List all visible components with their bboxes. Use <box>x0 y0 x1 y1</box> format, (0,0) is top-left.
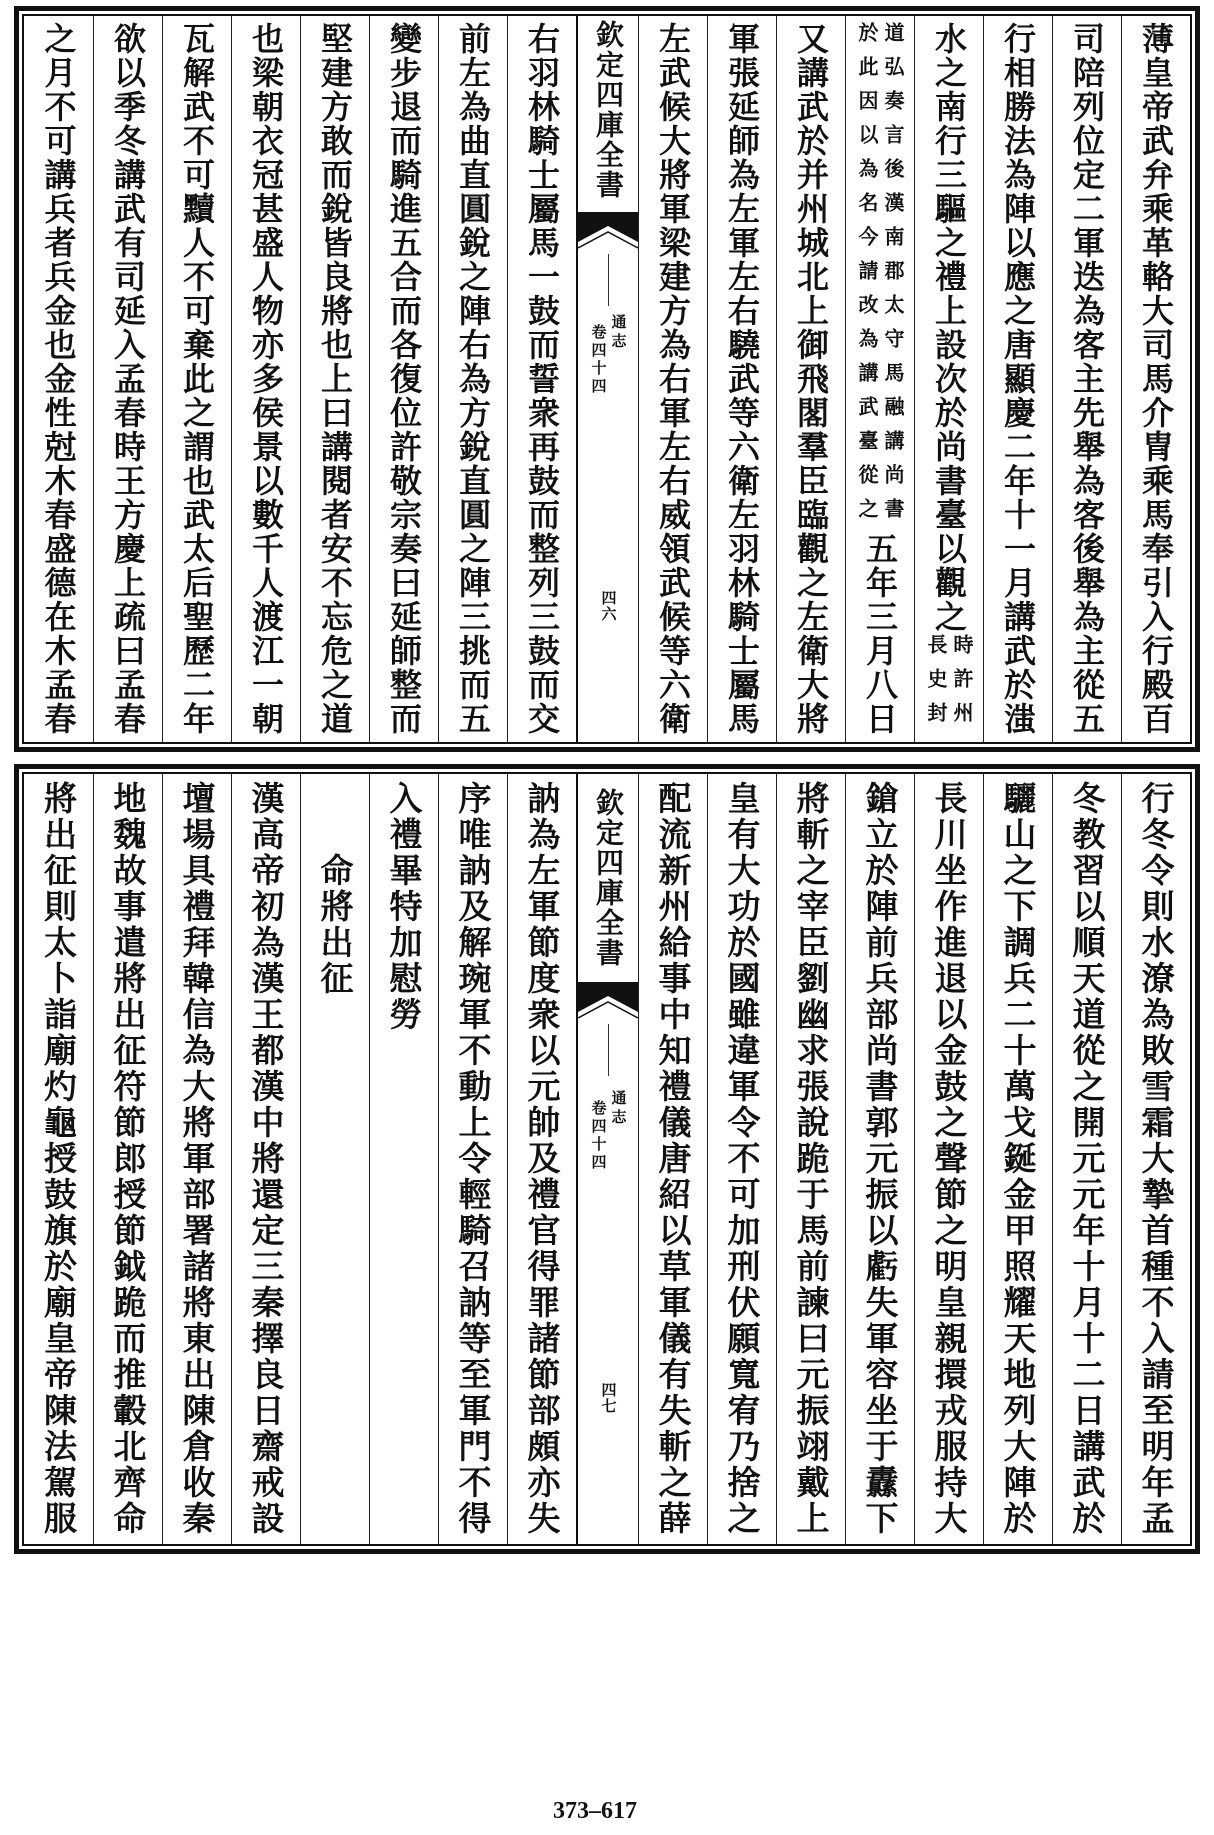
fishtail-mark <box>578 212 638 252</box>
section-heading: 命將出征 <box>315 853 355 997</box>
column-text: 司陪列位定二軍迭為客主先舉為客後舉為主從五 <box>1068 22 1106 736</box>
text-column <box>914 16 983 742</box>
text-column <box>300 16 369 742</box>
page-upper <box>14 6 1200 752</box>
annotation-left: 長史封 <box>924 634 948 736</box>
text-column <box>845 774 914 1544</box>
text-column <box>93 774 162 1544</box>
page-lower <box>14 764 1200 1554</box>
fold-page-number: 四六 <box>599 589 618 622</box>
text-column <box>1121 16 1190 742</box>
text-column <box>24 16 93 742</box>
fold-volume: 卷四十四 <box>589 1099 608 1172</box>
column-text: 漢高帝初為漢王都漢中將還定三秦擇良日齋戒設 <box>246 781 286 1537</box>
annotation <box>857 22 903 532</box>
column-text: 水之南行三驅之禮上設次於尚書臺以觀之 <box>930 22 968 634</box>
text-column <box>507 774 576 1544</box>
page-frame <box>22 772 1192 1546</box>
text-column <box>507 16 576 742</box>
column-text: 薄皇帝武弁乘革輅大司馬介冑乘馬奉引入行殿百 <box>1137 22 1175 736</box>
column-text: 堅建方敢而銳皆良將也上曰講閱者安不忘危之道 <box>316 22 354 736</box>
column-text: 驪山之下調兵二十萬戈鋋金甲照耀天地列大陣於 <box>998 781 1038 1537</box>
text-column <box>162 16 231 742</box>
fold-labels <box>578 314 638 396</box>
fold-book-title: 通志 <box>609 313 628 352</box>
column-text: 入禮畢特加慰勞 <box>384 781 424 1033</box>
column-text: 之月不可講兵者兵金也金性尅木春盛德在木孟春 <box>39 22 78 736</box>
column-text: 右羽林騎士屬馬一鼓而誓衆再鼓而整列三鼓而交 <box>523 22 561 736</box>
text-column <box>845 16 914 742</box>
text-column <box>24 774 93 1544</box>
heading-column <box>300 774 369 1544</box>
column-text: 瓦解武不可黷人不可棄此之謂也武太后聖歷二年 <box>178 22 216 736</box>
text-column <box>1052 774 1121 1544</box>
fold-title: 欽定四庫全書 <box>592 20 625 200</box>
fold-book-title: 通志 <box>609 1089 628 1128</box>
text-column <box>707 16 776 742</box>
text-column <box>1052 16 1121 742</box>
plate-number: 373–617 <box>553 1798 637 1824</box>
column-text: 將斬之宰臣劉幽求張說跪于馬前諫曰元振翊戴上 <box>791 781 831 1537</box>
column-text: 配流新州給事中知禮儀唐紹以草軍儀有失斬之薛 <box>653 781 693 1537</box>
fold-page-number: 四七 <box>599 1382 618 1415</box>
column-text: 皇有大功於國雖違軍令不可加刑伏願寬宥乃捨之 <box>722 781 762 1537</box>
column-text: 行相勝法為陣以應之唐顯慶二年十一月講武於滍 <box>999 22 1037 736</box>
text-column <box>983 774 1052 1544</box>
text-column <box>369 16 438 742</box>
annotation-right: 時許州 <box>950 634 974 736</box>
column-text: 行冬令則水潦為敗雪霜大摯首種不入請至明年孟 <box>1136 781 1176 1537</box>
column-text: 也梁朝衣冠甚盛人物亦多侯景以數千人渡江一朝 <box>247 22 285 736</box>
text-column <box>914 774 983 1544</box>
text-column <box>231 16 300 742</box>
column-text: 左武候大將軍梁建方為右軍左右威領武候等六衛 <box>654 22 692 736</box>
column-text: 序唯訥及解琬軍不動上令輕騎召訥等至軍門不得 <box>453 781 493 1537</box>
fold-volume: 卷四十四 <box>589 323 608 396</box>
column-text: 前左為曲直圓銳之陣右為方銳直圓之陣三挑而五 <box>454 22 492 736</box>
column-text: 地魏故事遣將出征符節郎授節鉞跪而推轂北齊命 <box>108 781 148 1537</box>
text-column <box>776 774 845 1544</box>
text-column <box>983 16 1052 742</box>
column-text: 壇場具禮拜韓信為大將軍部署諸將東出陳倉收秦 <box>177 781 217 1537</box>
text-column <box>776 16 845 742</box>
text-column <box>1121 774 1190 1544</box>
fold-column <box>576 16 638 742</box>
fold-labels <box>578 1090 638 1172</box>
text-column <box>438 16 507 742</box>
annotation-right: 道弘奏言後漢南郡太守馬融講尚書 <box>881 22 905 532</box>
column-text: 又講武於并州城北上御飛閣羣臣臨觀之左衛大將 <box>792 22 830 736</box>
fold-title: 欽定四庫全書 <box>592 788 625 968</box>
fold-column <box>576 774 638 1544</box>
page-frame <box>22 14 1192 744</box>
fishtail-mark <box>578 982 638 1022</box>
text-column <box>438 774 507 1544</box>
text-column <box>162 774 231 1544</box>
column-text: 將出征則太卜詣廟灼龜授鼓旗於廟皇帝陳法駕服 <box>39 781 78 1537</box>
column-text: 訥為左軍節度衆以元帥及禮官得罪諸節部頗亦失 <box>522 781 562 1537</box>
fold-center-line <box>608 254 609 306</box>
column-text: 長川坐作進退以金鼓之聲節之明皇親擐戎服持大 <box>929 781 969 1537</box>
column-text: 鎗立於陣前兵部尚書郭元振以虧失軍容坐于纛下 <box>860 781 900 1537</box>
column-text: 冬教習以順天道從之開元元年十月十二日講武於 <box>1067 781 1107 1537</box>
text-column <box>707 774 776 1544</box>
fold-center-line <box>608 1024 609 1076</box>
text-column <box>369 774 438 1544</box>
text-column <box>231 774 300 1544</box>
annotation-left: 於此因以為名今請改為講武臺從之 <box>855 22 879 532</box>
text-column <box>638 16 707 742</box>
text-column <box>638 774 707 1544</box>
annotation <box>926 634 972 736</box>
column-text: 變步退而騎進五合而各復位許敬宗奏曰延師整而 <box>385 22 423 736</box>
column-text: 欲以季冬講武有司延入孟春時王方慶上疏曰孟春 <box>109 22 147 736</box>
column-text: 五年三月八日 <box>861 532 899 736</box>
column-text: 軍張延師為左軍左右驍武等六衛左羽林騎士屬馬 <box>723 22 761 736</box>
text-column <box>93 16 162 742</box>
